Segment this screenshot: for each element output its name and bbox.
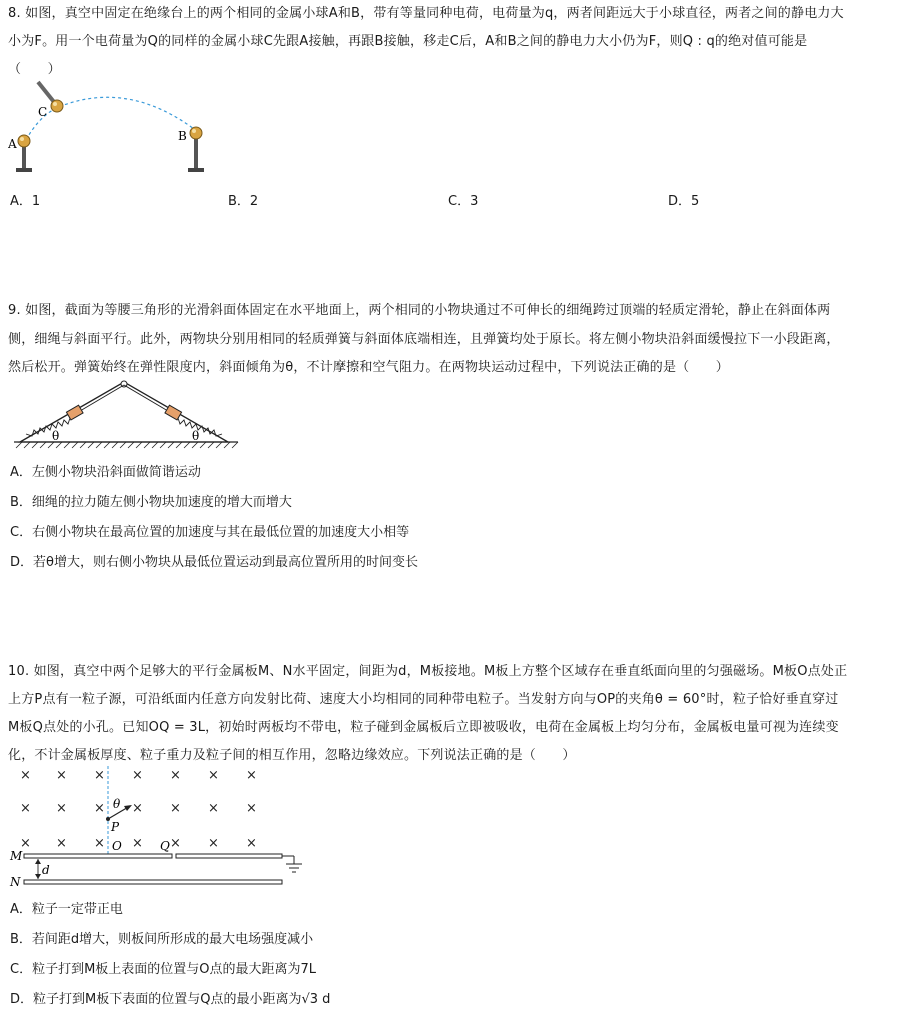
field-cross: × xyxy=(208,836,219,851)
q8-stand-b xyxy=(188,127,204,172)
q10-option-c[interactable]: C．粒子打到M板上表面的位置与O点的最大距离为7L xyxy=(10,962,317,977)
q9-left-spring xyxy=(26,418,70,436)
q8-option-b[interactable]: B．2 xyxy=(228,194,259,209)
q10-plate-m-left xyxy=(24,854,172,858)
q9-ground-hatching xyxy=(16,442,238,448)
q9-stem-line-3: 然后松开。弹簧始终在弹性限度内，斜面倾角为θ，不计摩擦和空气阻力。在两物块运动过程中，下列说法正确的是（ ） xyxy=(8,360,729,375)
field-cross: × xyxy=(132,768,143,783)
field-cross: × xyxy=(56,801,67,816)
q9-theta-right: θ xyxy=(192,429,200,443)
q10-label-theta: θ xyxy=(113,797,121,811)
q8-label-a: A xyxy=(8,137,17,151)
q8-label-b: B xyxy=(178,129,187,143)
q9-option-a[interactable]: A．左侧小物块沿斜面做简谐运动 xyxy=(10,465,201,480)
q8-option-c[interactable]: C．3 xyxy=(448,194,479,209)
q8-option-d[interactable]: D．5 xyxy=(668,194,700,209)
q9-option-d[interactable]: D．若θ增大，则右侧小物块从最低位置运动到最高位置所用的时间变长 xyxy=(10,555,418,570)
field-cross: × xyxy=(246,768,257,783)
q8-figure-charged-spheres xyxy=(8,78,218,178)
q10-option-b[interactable]: B．若间距d增大，则板间所形成的最大电场强度减小 xyxy=(10,932,314,947)
field-cross: × xyxy=(20,768,31,783)
q9-stem-line-1: 9. 如图，截面为等腰三角形的光滑斜面体固定在水平地面上，两个相同的小物块通过不可伸长的细绳跨过顶端的轻质定滑轮，静止在斜面体两 xyxy=(8,303,831,318)
field-cross: × xyxy=(94,768,105,783)
q10-label-m: M xyxy=(10,849,23,863)
q9-figure-incline xyxy=(12,378,242,453)
q10-stem-line-1: 10. 如图，真空中两个足够大的平行金属板M、N水平固定，间距为d，M板接地。M板上方整个区域存在垂直纸面向里的匀强磁场。M板O点处正 xyxy=(8,664,848,679)
field-cross: × xyxy=(170,801,181,816)
field-cross: × xyxy=(94,836,105,851)
field-cross: × xyxy=(246,836,257,851)
q10-plate-n xyxy=(24,880,282,884)
q9-stem-line-2: 侧，细绳与斜面平行。此外，两物块分别用相同的轻质弹簧与斜面体底端相连，且弹簧均处于原长。将左侧小物块沿斜面缓慢拉下一小段距离， xyxy=(8,332,840,347)
q8-stem-line-2: 小为F。用一个电荷量为Q的同样的金属小球C先跟A接触，再跟B接触，移走C后，A和B之间的静电力大小仍为F，则Q : q的绝对值可能是 xyxy=(8,34,808,49)
q10-stem-line-3: M板Q点处的小孔。已知OQ = 3L，初始时两板均不带电，粒子碰到金属板后立即被吸收，电荷在金属板上均匀分布，金属板电量可视为连续变 xyxy=(8,720,839,735)
q10-stem-line-4: 化，不计金属板厚度、粒子重力及粒子间的相互作用，忽略边缘效应。下列说法正确的是（ ） xyxy=(8,748,576,763)
q10-label-o: O xyxy=(112,839,122,853)
q9-theta-left: θ xyxy=(52,429,60,443)
field-cross: × xyxy=(56,836,67,851)
field-cross: × xyxy=(170,836,181,851)
q8-stand-a xyxy=(16,135,32,172)
field-cross: × xyxy=(208,801,219,816)
q8-stem-line-1: 8. 如图，真空中固定在绝缘台上的两个相同的金属小球A和B，带有等量同种电荷，电荷量为q，两者间距远大于小球直径，两者之间的静电力大 xyxy=(8,6,844,21)
field-cross: × xyxy=(94,801,105,816)
field-cross: × xyxy=(20,836,31,851)
field-cross: × xyxy=(246,801,257,816)
ground-icon xyxy=(282,856,302,872)
q10-option-d[interactable]: D．粒子打到M板下表面的位置与Q点的最小距离为√3 d xyxy=(10,992,331,1007)
q9-option-c[interactable]: C．右侧小物块在最高位置的加速度与其在最低位置的加速度大小相等 xyxy=(10,525,410,540)
field-cross: × xyxy=(170,768,181,783)
q10-label-p: P xyxy=(111,820,120,834)
q8-option-a[interactable]: A．1 xyxy=(10,194,41,209)
q9-option-b[interactable]: B．细绳的拉力随左侧小物块加速度的增大而增大 xyxy=(10,495,292,510)
q10-label-d: d xyxy=(42,863,50,877)
q10-figure-plates xyxy=(8,764,308,892)
q10-magnetic-field xyxy=(20,768,257,851)
field-cross: × xyxy=(56,768,67,783)
field-cross: × xyxy=(208,768,219,783)
field-cross: × xyxy=(20,801,31,816)
q9-right-spring xyxy=(178,418,222,436)
q10-label-q: Q xyxy=(160,839,170,853)
q10-option-a[interactable]: A．粒子一定带正电 xyxy=(10,902,123,917)
q10-plate-m-right xyxy=(176,854,282,858)
q10-label-n: N xyxy=(10,875,21,889)
q10-stem-line-2: 上方P点有一粒子源，可沿纸面内任意方向发射比荷、速度大小均相同的同种带电粒子。当发射方向与OP的夹角θ = 60°时，粒子恰好垂直穿过 xyxy=(8,692,839,707)
field-cross: × xyxy=(132,836,143,851)
q8-label-c: C xyxy=(38,105,48,119)
q8-stem-line-3: （ ） xyxy=(8,62,61,77)
field-cross: × xyxy=(132,801,143,816)
